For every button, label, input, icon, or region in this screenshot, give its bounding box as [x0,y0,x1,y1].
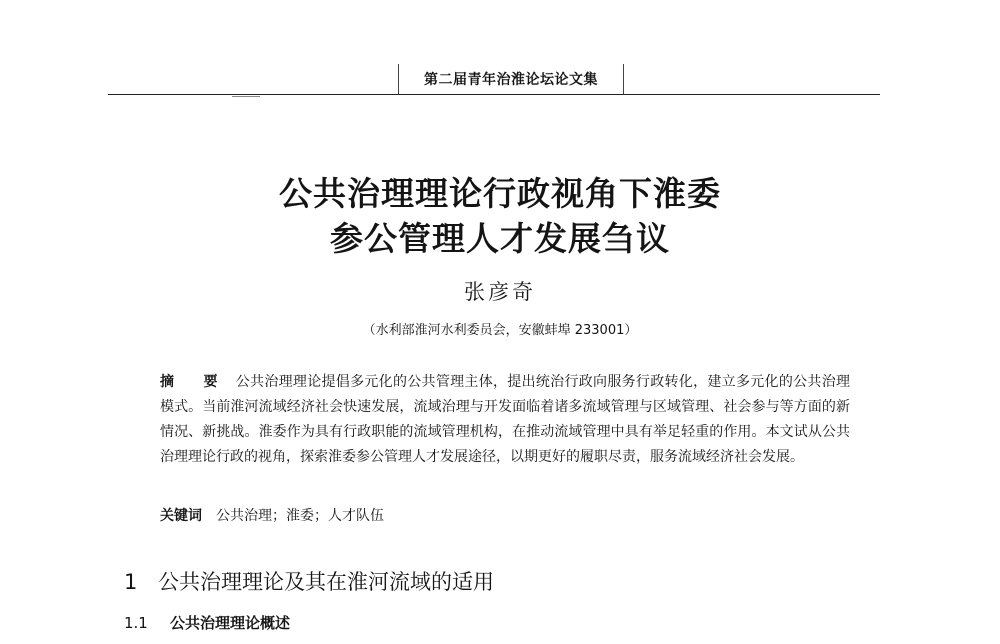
running-header [398,64,624,94]
paper-title-line-1: 公共治理理论行政视角下淮委 [279,174,721,213]
subsection-title: 公共治理理论概述 [170,614,291,632]
keywords-text: 公共治理；淮委；人才队伍 [216,508,384,524]
header-rule-mark [232,96,260,97]
keywords-label: 关键词 [160,508,202,524]
author-name: 张彦奇 [464,280,536,304]
author-affiliation: （水利部淮河水利委员会，安徽蚌埠 233001） [362,323,638,338]
section-number: 1 [124,570,138,594]
paper-title-line-2: 参公管理人才发展刍议 [330,219,670,258]
abstract [160,370,850,470]
header-rule [108,94,880,95]
abstract-text: 公共治理理论提倡多元化的公共管理主体，提出统治行政向服务行政转化，建立多元化的公共治理模式。当前淮河流域经济社会快速发展，流域治理与开发面临着诸多流域管理与区域管理、社会参与等方面的新情况、新挑战。淮委作为具有行政职能的流域管理机构，在推动流域管理中具有举足轻重的作用。本文试从公共治理理论行政的视角，探索淮委参公管理人才发展途径，以期更好的履职尽责，服务流域经济社会发展。 [160,374,850,465]
journal-name: 第二届青年治淮论坛论文集 [424,72,598,88]
abstract-label: 摘 要 [160,374,230,390]
section-heading [124,566,494,596]
section-title: 公共治理理论及其在淮河流域的适用 [158,570,494,594]
keywords [160,504,850,529]
subsection-number: 1.1 [124,614,148,632]
subsection-heading [124,612,290,633]
